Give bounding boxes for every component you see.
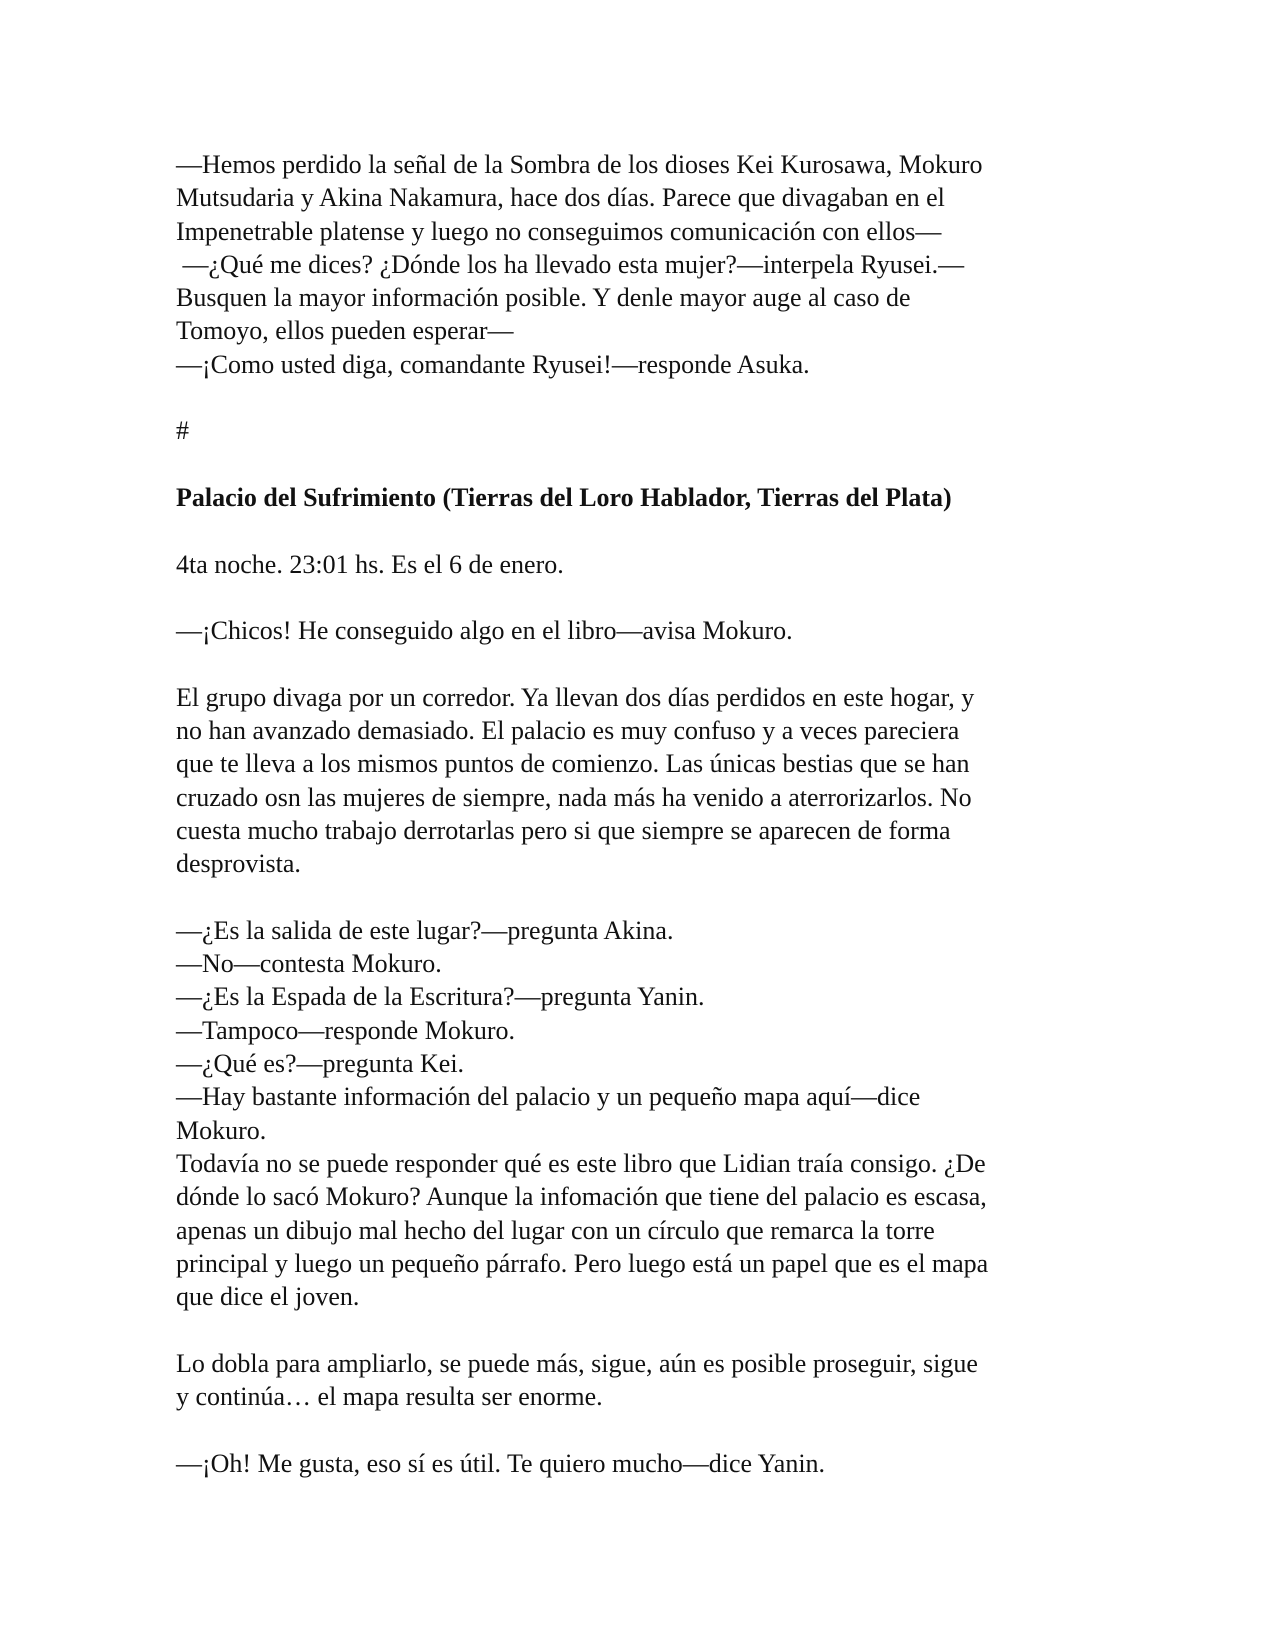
text-line: —¡Oh! Me gusta, eso sí es útil. Te quiero mucho—dice Yanin.	[176, 1448, 826, 1478]
text-line: que te lleva a los mismos puntos de comienzo. Las únicas bestias que se han	[176, 749, 970, 779]
text-line: Todavía no se puede responder qué es este libro que Lidian traía consigo. ¿De	[176, 1148, 986, 1178]
text-line: Busquen la mayor información posible. Y denle mayor auge al caso de	[176, 283, 911, 313]
text-line: —Hemos perdido la señal de la Sombra de los dioses Kei Kurosawa, Mokuro	[176, 150, 983, 179]
text-line: apenas un dibujo mal hecho del lugar con un círculo que remarca la torre	[176, 1215, 935, 1245]
text-line: Lo dobla para ampliarlo, se puede más, sigue, aún es posible proseguir, sigue	[176, 1348, 978, 1378]
text-line: y continúa… el mapa resulta ser enorme.	[176, 1381, 603, 1411]
text-line: —¡Chicos! He conseguido algo en el libro—avisa Mokuro.	[176, 616, 793, 646]
text-line: —¡Como usted diga, comandante Ryusei!—responde Asuka.	[176, 349, 810, 379]
text-line: —¿Qué me dices? ¿Dónde los ha llevado esta mujer?—interpela Ryusei.—	[176, 249, 965, 279]
text-line: Impenetrable platense y luego no conseguimos comunicación con ellos—	[176, 216, 942, 246]
paragraph-gap	[176, 581, 1096, 614]
text-line: cruzado osn las mujeres de siempre, nada más ha venido a aterrorizarlos. No	[176, 782, 972, 812]
paragraph-gap	[176, 881, 1096, 914]
text-line: Mutsudaria y Akina Nakamura, hace dos días. Parece que divagaban en el	[176, 183, 945, 213]
text-line: —No—contesta Mokuro.	[176, 949, 442, 979]
text-line: cuesta mucho trabajo derrotarlas pero si que siempre se aparecen de forma	[176, 815, 951, 845]
text-line: —¿Es la Espada de la Escritura?—pregunta Yanin.	[176, 982, 705, 1012]
paragraph-gap	[176, 381, 1096, 414]
text-line: desprovista.	[176, 849, 301, 879]
paragraph-gap	[176, 448, 1096, 481]
text-line: —¿Qué es?—pregunta Kei.	[176, 1049, 465, 1079]
paragraph-gap	[176, 1313, 1096, 1346]
text-line: no han avanzado demasiado. El palacio es muy confuso y a veces pareciera	[176, 716, 960, 746]
paragraph-gap	[176, 1413, 1096, 1446]
paragraph-gap	[176, 647, 1096, 680]
text-line: —Hay bastante información del palacio y un pequeño mapa aquí—dice	[176, 1082, 921, 1112]
text-line: Tomoyo, ellos pueden esperar—	[176, 316, 514, 346]
section-separator: #	[176, 416, 189, 446]
text-line: dónde lo sacó Mokuro? Aunque la infomación que tiene del palacio es escasa,	[176, 1182, 987, 1212]
text-line: Mokuro.	[176, 1115, 267, 1145]
text-line: 4ta noche. 23:01 hs. Es el 6 de enero.	[176, 549, 564, 579]
text-line: El grupo divaga por un corredor. Ya llevan dos días perdidos en este hogar, y	[176, 682, 975, 712]
section-heading: Palacio del Sufrimiento (Tierras del Loro Hablador, Tierras del Plata)	[176, 482, 952, 512]
paragraph-gap	[176, 514, 1096, 547]
text-line: —¿Es la salida de este lugar?—pregunta Akina.	[176, 915, 674, 945]
text-line: que dice el joven.	[176, 1282, 360, 1312]
text-line: principal y luego un pequeño párrafo. Pero luego está un papel que es el mapa	[176, 1248, 989, 1278]
text-line: —Tampoco—responde Mokuro.	[176, 1015, 516, 1045]
document-body	[176, 148, 1096, 1480]
